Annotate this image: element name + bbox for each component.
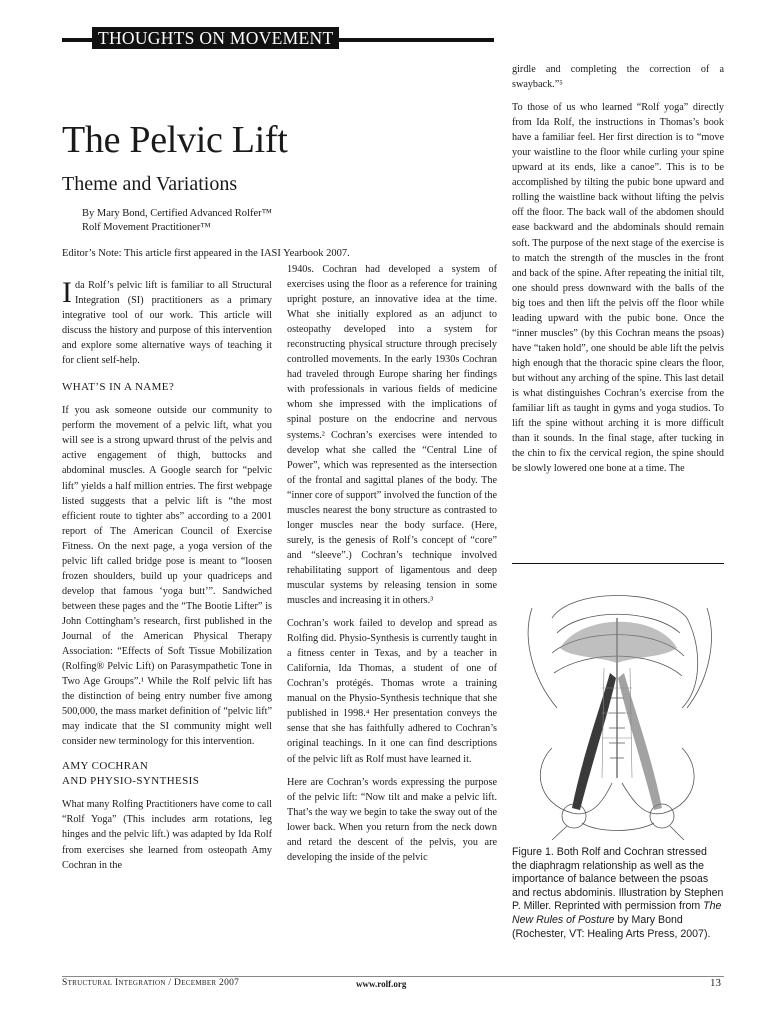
section-header (62, 28, 494, 48)
editor-note: Editor’s Note: This article first appeared in the IASI Yearbook 2007. (62, 248, 350, 259)
body-paragraph: 1940s. Cochran had developed a system of exercises using the floor as a reference for training upright posture, an innovative idea at the time. What she initially explored as an adjunct to osteopathy developed into a system for reconstructing physical structure through precisely controlled movements. In the early 1930s Cochran had traveled through Europe sharing her findings with professionals in various fields of medicine whom she impressed with the implications of spinal posture on the endocrine and nervous systems.² Cochran’s exercises were intended to develop what she called the “Central Line of Power”, which was represented as the intersection of the frontal and sagittal planes of the body. The “inner core of support” involved the function of the muscles nearest the bony structure as contrasted to longer muscles near the body surface. (Here, surely, is the genesis of Rolf’s concept of “core” and “sleeve”.) Cochran’s technique involved rehabilitating support of ligamentous and deep muscular systems by releasing tension in some muscles and increasing it in others.³ (287, 264, 497, 607)
body-paragraph: To those of us who learned “Rolf yoga” directly from Ida Rolf, the instructions in Thomas’s book have a familiar feel. Her first direction is to “move your waistline to the floor while curling your spine upward at its ends, like a canoe”. This is to be accomplished by tilting the pubic bone upward and rolling the waistline back without lifting the pelvis off the floor. The back wall of the abdomen should ease backward and the abdominals should remain soft. The purpose of the next stage of the exercise is to match the strength of the muscles in the front and back of the spine. After repeating the initial tilt, one should press downward with the balls of the big toes and then lift the pelvis off the floor while leading upward with the pubic bone. Once the “inner muscles” (by this Cochran means the psoas) have “taken hold”, one should be able lift the pelvis high enough that the thoracic spine clears the floor, but without any arching of the spine. This last detail is what distinguishes Cochran’s exercise from the familiar lift as taught in gyms and yoga studios. To lift the spine without arching it is more difficult than it sounds. In the final stage, after tucking in the chin to fix the cervical region, the spine should be slowly lowered one bone at a time. The (512, 102, 725, 475)
column-2 (287, 262, 497, 873)
intro-text: da Rolf’s pelvic lift is familiar to all Structural Integration (SI) practitioners as a primary integrative tool of our work. This article will discuss the history and purpose of this intervention and explore some alternative ways of teaching it for client self-help. (62, 280, 272, 367)
footer-rule (62, 976, 724, 977)
intro-paragraph (62, 278, 272, 368)
caption-text-end: by Mary Bond (Rochester, VT: Healing Arts Press, 2007). (512, 913, 711, 940)
anatomy-illustration (512, 578, 724, 840)
figure-caption (512, 846, 724, 941)
caption-book-title: The New Rules of Posture (512, 900, 722, 926)
heading-line-1: AMY COCHRAN (62, 760, 149, 773)
page-number: 13 (710, 977, 721, 989)
body-paragraph: girdle and completing the correction of a swayback.”⁵ (512, 64, 724, 91)
body-paragraph: Cochran’s work failed to develop and spread as Rolfing did. Physio-Synthesis is currently taught in a fitness center in Texas, and by a teacher in California, Ida Thomas, a student of one of Cochran’s protégés. Thomas wrote a training manual on the Physio-Synthesis technique that she published in 1998.⁴ Her presentation conveys the sense that she has faithfully adhered to Cochran’s original teachings. In it one can find descriptions of the pelvic lift as Rolf must have learned it. (287, 618, 497, 765)
column-3 (512, 62, 724, 484)
body-paragraph: What many Rolfing Practitioners have come to call “Rolf Yoga” (This includes arm rotations, leg hinges and the pelvic lift.) was adapted by Ida Rolf from exercises she learned from osteopath Amy Cochran in the (62, 799, 272, 871)
byline-line-1: By Mary Bond, Certified Advanced Rolfer™ (82, 208, 272, 219)
section-header-label: THOUGHTS ON MOVEMENT (92, 27, 339, 49)
section-heading-cochran (62, 759, 272, 789)
article-subtitle: Theme and Variations (62, 173, 238, 195)
column-1 (62, 278, 272, 881)
figure-divider (512, 563, 724, 564)
drop-cap: I (62, 276, 72, 309)
caption-text: Figure 1. Both Rolf and Cochran stressed the diaphragm relationship as well as the importance of balance between the psoas and rectus abdominis. Illustration by Stephen P. Miller. Reprinted with permission from (512, 846, 724, 913)
byline (82, 207, 272, 235)
article-title: The Pelvic Lift (62, 119, 288, 161)
footer-journal: Structural Integration / December 2007 (62, 978, 240, 988)
footer-url[interactable]: www.rolf.org (356, 979, 407, 989)
byline-line-2: Rolf Movement Practitioner™ (82, 222, 211, 233)
section-heading-name: WHAT’S IN A NAME? (62, 381, 175, 394)
body-paragraph: If you ask someone outside our community to perform the movement of a pelvic lift, what you will see is a strong upward thrust of the pelvis and active engagement of thigh, buttocks and abdominal muscles. A Google search for “pelvic lift” yields a half million entries. The first webpage listed suggests that a pelvic lift is “the most efficient route to tighter abs” according to a 2001 report of The American Council of Exercise Fitness. On the next page, a yoga version of the pelvic lift called bridge pose is meant to “loosen frozen shoulders, build up your quadriceps and develop that famous ‘yoga butt’”. Sandwiched between these pages and the “The Bootie Lifter” is John Cottingham’s research, first published in the Journal of the American Physical Therapy Association: “Effects of Soft Tissue Mobilization (Rolfing® Pelvic Lift) on Parasympathetic Tone in Two Age Groups”.¹ While the Rolf pelvic lift has the distinction of being entry number five among 500,000, the mass market definition of “pelvic lift” may indicate that the SI community might well consider new terminology for this intervention. (62, 405, 272, 748)
heading-line-2: AND PHYSIO-SYNTHESIS (62, 775, 200, 788)
body-paragraph: Here are Cochran’s words expressing the purpose of the pelvic lift: “Now tilt and make a pelvic lift. That’s the way we begin to take the sway out of the lower back. When you return from the neck down and retard the descent of the pelvis, you are developing the inside of the pelvic (287, 776, 497, 863)
